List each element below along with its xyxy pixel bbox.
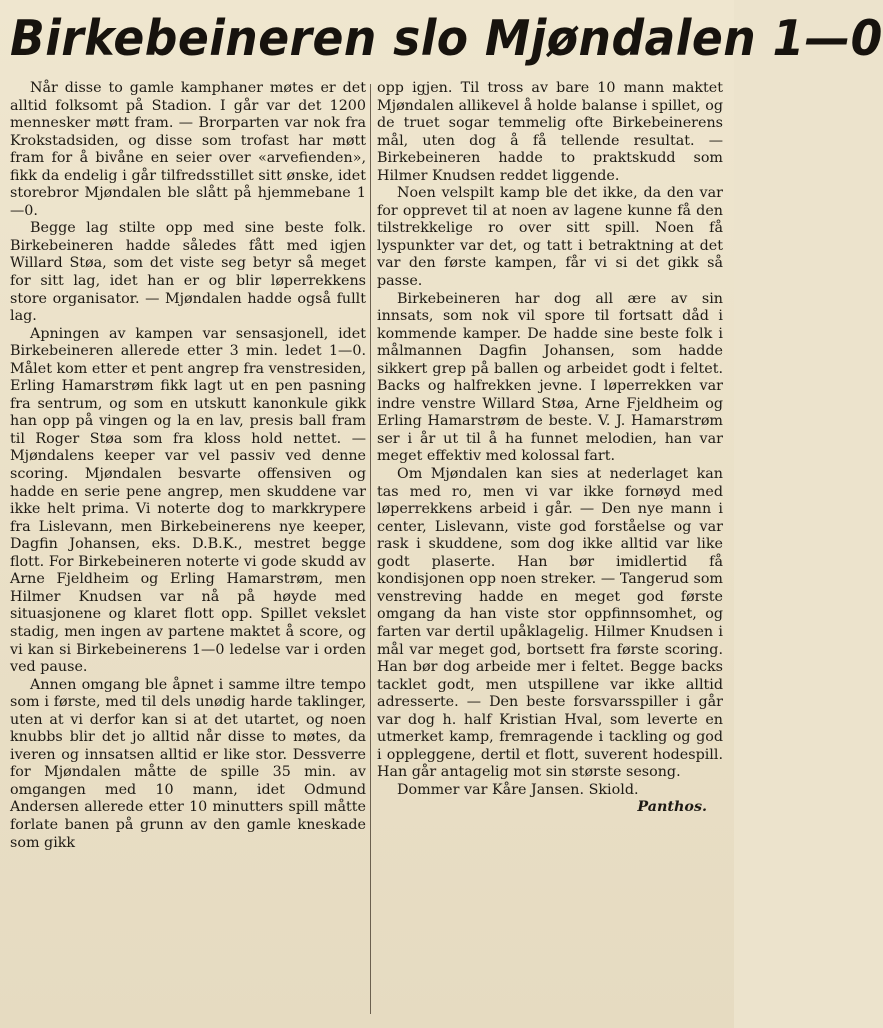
paragraph-lineups: Begge lag stilte opp med sine beste folk. Birkebeineren hadde således fått med igjen Willard Støa, som det viste seg betyr så meget for sitt lag, idet han er og blir løperrekkens store organisator. — Mjøndalen hadde også fullt lag. — [10, 220, 366, 325]
paragraph-birkebeineren: Birkebeineren har dog all ære av sin innsats, som nok vil spore til fortsatt dåd i kommende kamper. De hadde sine beste folk i målmannen Dagfin Johansen, som hadde sikkert grep på ballen og arbeidet godt i feltet. Backs og halfrekken jevne. I løperrekken var indre venstre Willard Støa, Arne Fjeldheim og Erling Hamarstrøm de beste. V. J. Hamarstrøm ser i år ut til å ha funnet melodien, han var meget effektiv med kolossal fart. — [377, 290, 723, 465]
paragraph-mjondalen: Om Mjøndalen kan sies at nederlaget kan tas med ro, men vi var ikke fornøyd med løperrekkens arbeid i går. — Den nye mann i center, Lislevann, viste god forståelse og var rask i skuddene, som dog ikke alltid var like godt plaserte. Han bør imidlertid få kondisjonen opp noen streker. — Tangerud som venstreving hadde en meget god første omgang da han viste stor oppfinnsomhet, og farten var dertil upåklagelig. Hilmer Knudsen i mål var meget god, bortsett fra første scoring. Han bør dog arbeide mer i feltet. Begge backs tacklet godt, men utspillene var ikke alltid adresserte. — Den beste forsvarsspiller i går var dog h. half Kristian Hval, som leverte en utmerket kamp, fremragende i tackling og god i oppleggene, dertil et flott, suverent hodespill. Han går antagelig mot sin største sesong. — [377, 466, 723, 781]
paragraph-intro: Når disse to gamle kamphaner møtes er det alltid folksomt på Stadion. I går var det 1200 mennesker møtt fram. — Brorparten var nok fra Krokstadsiden, og disse som trofast har møtt fram for å bivåne en seier over «arvefienden», fikk da endelig i går tilfredsstillet sitt ønske, idet storebror Mjøndalen ble slått på hjemmebane 1—0. — [10, 80, 366, 219]
paragraph-continuation: opp igjen. Til tross av bare 10 mann maktet Mjøndalen allikevel å holde balanse i spillet, og de truet sogar temmelig ofte Birkebeinerens mål, uten dog å få tellende resultat. — Birkebeineren hadde to praktskudd som Hilmer Knudsen reddet liggende. — [377, 80, 723, 184]
author-signature: Panthos. — [637, 799, 707, 816]
article-column-right — [377, 80, 723, 817]
article-headline: Birkebeineren slo Mjøndalen 1—0 — [10, 10, 883, 67]
column-divider — [370, 84, 371, 1014]
paragraph-assessment: Noen velspilt kamp ble det ikke, da den var for opprevet til at noen av lagene kunne få den tilstrekkelige ro over sitt spill. Noen få lyspunkter var det, og tatt i betraktning at det var den første kampen, får vi si det gikk så passe. — [377, 185, 723, 290]
article-column-left — [10, 80, 366, 852]
paragraph-second-half: Annen omgang ble åpnet i samme iltre tempo som i første, med til dels unødig harde taklinger, uten at vi derfor kan si at det utartet, og noen knubbs blir det jo alltid når disse to møtes, da iveren og innsatsen alltid er like stor. Dessverre for Mjøndalen måtte de spille 35 min. av omgangen med 10 mann, idet Odmund Andersen allerede etter 10 minutters spill måtte forlate banen på grunn av den gamle kneskade som gikk — [10, 676, 366, 851]
paragraph-referee: Dommer var Kåre Jansen. Skiold. — [397, 781, 639, 798]
paragraph-first-half: Apningen av kampen var sensasjonell, idet Birkebeineren allerede etter 3 min. ledet 1—0. Målet kom etter et pent angrep fra venstresiden, Erling Hamarstrøm fikk lagt ut en pen pasning fra sentrum, og som en utskutt kanonkule gikk han opp på vingen og la en lav, presis ball fram til Roger Støa som fra kloss hold nettet. — Mjøndalens keeper var vel passiv ved denne scoring. Mjøndalen besvarte offensiven og hadde en serie pene angrep, men skuddene var ikke helt prima. Vi noterte dog to markkrypere fra Lislevann, men Birkebeinerens nye keeper, Dagfin Johansen, eks. D.B.K., mestret begge flott. For Birkebeineren noterte vi gode skudd av Arne Fjeldheim og Erling Hamarstrøm, men Hilmer Knudsen var nå på høyde med situasjonene og klaret flott opp. Spillet vekslet stadig, men ingen av partene maktet å score, og vi kan si Birkebeinerens 1—0 ledelse var i orden ved pause. — [10, 325, 366, 676]
